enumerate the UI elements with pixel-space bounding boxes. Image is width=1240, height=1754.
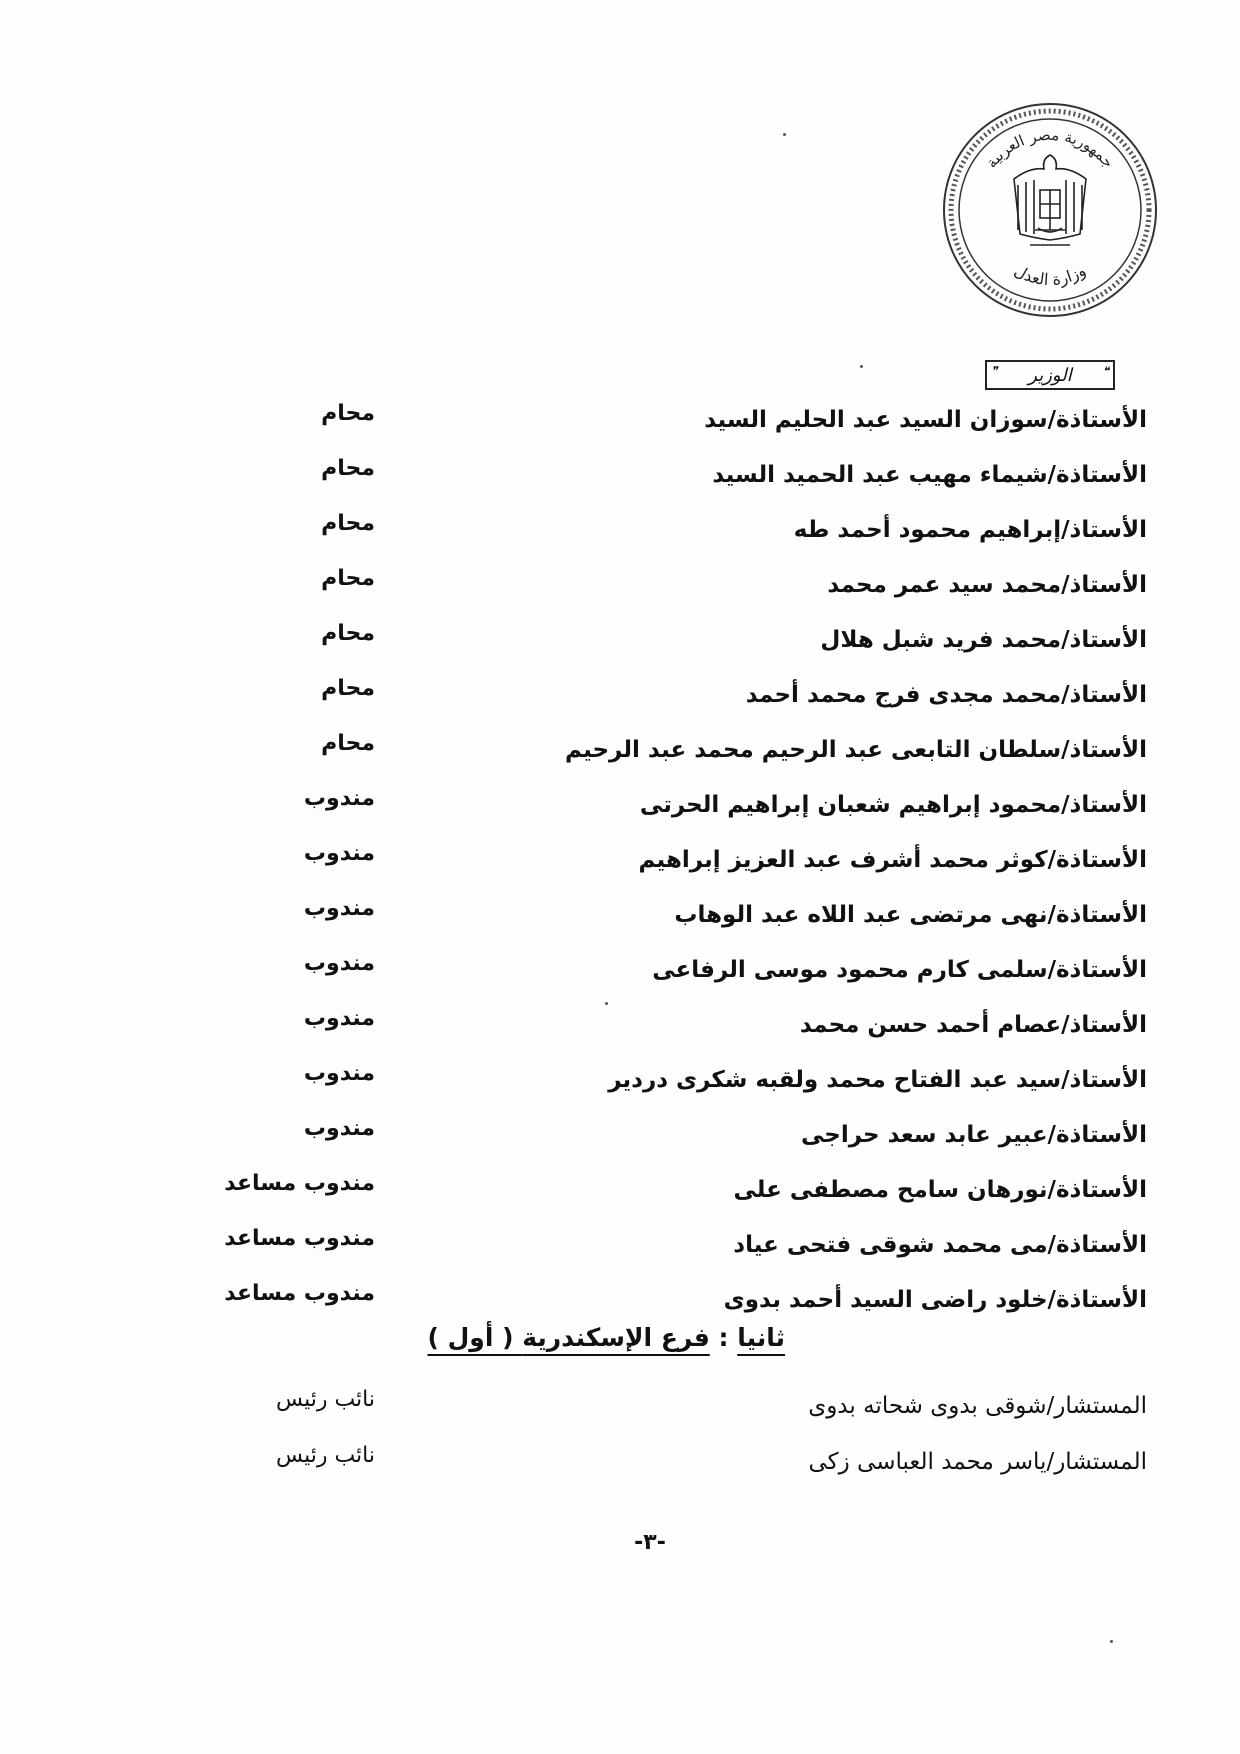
member-role: مندوب مساعد <box>224 1226 375 1251</box>
list-item <box>0 455 1240 495</box>
member-role: مندوب <box>303 1006 375 1031</box>
member-role: نائب رئيس <box>276 1443 375 1468</box>
member-role: مندوب <box>303 896 375 921</box>
member-name: الأستاذة/خلود راضى السيد أحمد بدوى <box>723 1287 1147 1313</box>
list-item <box>0 510 1240 550</box>
member-role: نائب رئيس <box>276 1387 375 1412</box>
list-item <box>0 620 1240 660</box>
list-item <box>0 730 1240 770</box>
member-name: الأستاذة/مى محمد شوقى فتحى عياد <box>733 1232 1147 1258</box>
list-item <box>0 1225 1240 1265</box>
scan-speck <box>783 133 786 136</box>
list-item <box>0 1005 1240 1045</box>
seal-caption <box>985 360 1115 390</box>
section-title: فرع الإسكندرية <box>522 1323 710 1352</box>
seal-top-text: جمهورية مصر العربية <box>982 125 1118 172</box>
member-role: مندوب <box>303 1116 375 1141</box>
member-name: الأستاذة/نورهان سامح مصطفى على <box>733 1177 1147 1203</box>
member-role: محام <box>321 456 375 481</box>
ministry-seal <box>940 100 1160 320</box>
member-name: الأستاذ/عصام أحمد حسن محمد <box>799 1012 1147 1038</box>
list-item <box>0 785 1240 825</box>
member-name: الأستاذ/محمد مجدى فرج محمد أحمد <box>745 682 1147 708</box>
list-item <box>0 950 1240 990</box>
member-role: محام <box>321 566 375 591</box>
list-item <box>0 675 1240 715</box>
list-item <box>0 1442 1240 1482</box>
section-ordinal: ثانيا <box>737 1323 785 1352</box>
scan-speck <box>860 365 863 368</box>
list-item <box>0 565 1240 605</box>
section-heading <box>427 1318 785 1358</box>
member-name: الأستاذ/محمود إبراهيم شعبان إبراهيم الحرتى <box>639 792 1147 818</box>
seal-caption-text: الوزير <box>1028 364 1072 386</box>
member-name: الأستاذة/شيماء مهيب عبد الحميد السيد <box>712 462 1147 488</box>
member-name: الأستاذ/محمد فريد شبل هلال <box>820 627 1147 653</box>
caption-ornament-icon: ❝ <box>1102 364 1109 378</box>
seal-emblem-icon <box>940 100 1160 320</box>
list-item <box>0 1170 1240 1210</box>
list-item <box>0 400 1240 440</box>
member-role: محام <box>321 401 375 426</box>
section-suffix: ( أول ) <box>427 1323 523 1352</box>
list-item <box>0 1386 1240 1426</box>
member-role: مندوب <box>303 786 375 811</box>
section-separator: : <box>709 1323 738 1352</box>
member-role: مندوب <box>303 1061 375 1086</box>
member-role: محام <box>321 511 375 536</box>
scan-speck <box>605 1002 608 1005</box>
member-name: الأستاذة/سوزان السيد عبد الحليم السيد <box>704 407 1147 433</box>
member-role: محام <box>321 731 375 756</box>
scan-speck <box>1110 1640 1113 1643</box>
page-number: -٣- <box>634 1530 666 1555</box>
member-name: الأستاذة/نهى مرتضى عبد اللاه عبد الوهاب <box>674 902 1147 928</box>
list-item <box>0 1060 1240 1100</box>
member-name: الأستاذة/كوثر محمد أشرف عبد العزيز إبراهيم <box>638 847 1147 873</box>
member-name: المستشار/شوقى بدوى شحاته بدوى <box>808 1393 1147 1419</box>
member-name: الأستاذة/سلمى كارم محمود موسى الرفاعى <box>652 957 1147 983</box>
list-item <box>0 895 1240 935</box>
member-name: الأستاذة/عبير عابد سعد حراجى <box>800 1122 1147 1148</box>
caption-ornament-icon: ❞ <box>991 364 998 378</box>
member-name: المستشار/ياسر محمد العباسى زكى <box>808 1449 1147 1475</box>
member-role: مندوب مساعد <box>224 1171 375 1196</box>
member-name: الأستاذ/سلطان التابعى عبد الرحيم محمد عبد الرحيم <box>565 737 1147 763</box>
member-role: محام <box>321 621 375 646</box>
member-role: مندوب مساعد <box>224 1281 375 1306</box>
member-role: محام <box>321 676 375 701</box>
member-role: مندوب <box>303 841 375 866</box>
list-item <box>0 1280 1240 1320</box>
member-name: الأستاذ/محمد سيد عمر محمد <box>827 572 1147 598</box>
member-role: مندوب <box>303 951 375 976</box>
member-name: الأستاذ/إبراهيم محمود أحمد طه <box>793 517 1147 543</box>
member-name: الأستاذ/سيد عبد الفتاح محمد ولقبه شكرى دردير <box>608 1067 1147 1093</box>
list-item <box>0 840 1240 880</box>
list-item <box>0 1115 1240 1155</box>
seal-bottom-text: وزارة العدل <box>1011 260 1089 290</box>
